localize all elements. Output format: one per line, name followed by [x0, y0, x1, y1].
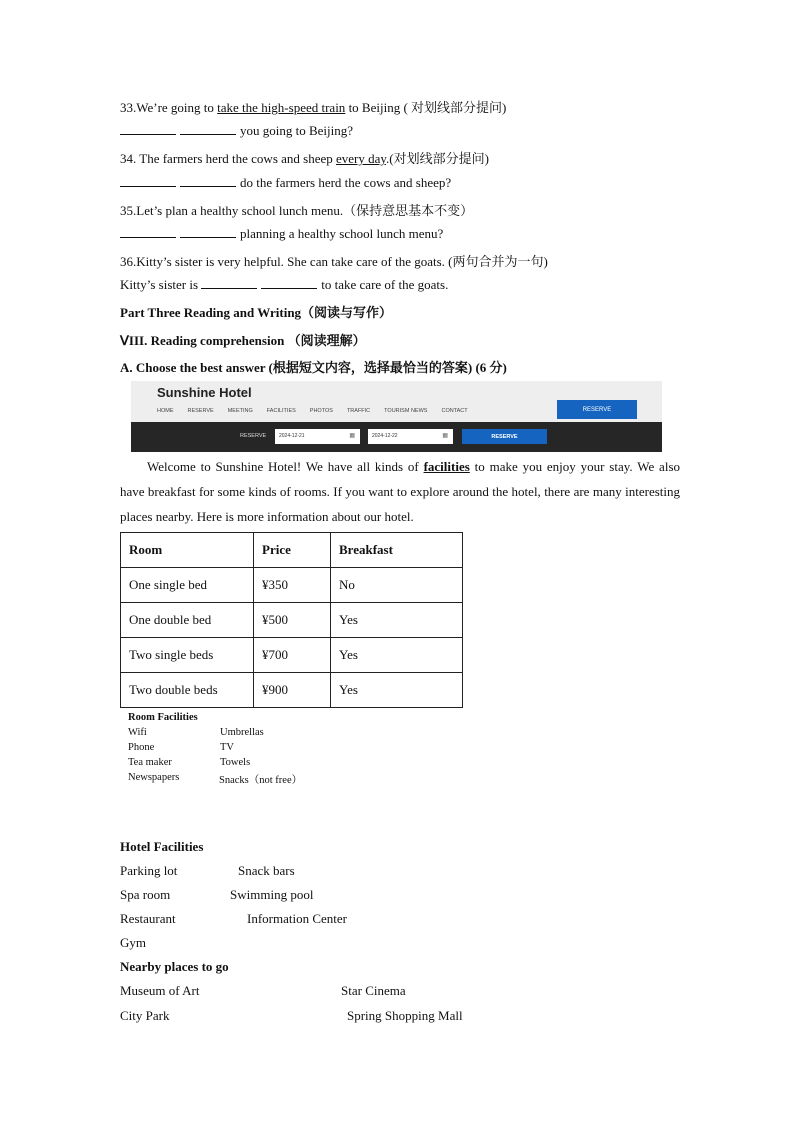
nearby-places-title: Nearby places to go: [120, 959, 229, 974]
breakfast-cell: Yes: [331, 603, 463, 638]
column-header: Breakfast: [331, 533, 463, 568]
answer-35-text: planning a healthy school lunch menu?: [240, 226, 444, 241]
q34-underlined: every day: [336, 151, 387, 166]
calendar-icon: ▦: [349, 433, 355, 439]
room-price-table: [120, 532, 463, 708]
column-header: Room: [121, 533, 254, 568]
paragraph-keyword: facilities: [423, 459, 470, 474]
nav-item-photos[interactable]: PHOTOS: [309, 408, 333, 414]
answer-33: [120, 123, 353, 139]
answer-blank[interactable]: [180, 176, 236, 187]
answer-33-text: you going to Beijing?: [240, 123, 354, 138]
table-header-row: [121, 533, 463, 568]
hotel-facility-item: Parking lot: [120, 863, 178, 878]
room-facility-item: Tea maker: [128, 757, 172, 768]
room-facility-item: Wifi: [128, 727, 147, 738]
hotel-facility-item: Restaurant: [120, 911, 176, 926]
answer-36-pre: Kitty’s sister is: [120, 277, 199, 292]
q34-text: 34. The farmers herd the cows and sheep: [120, 151, 336, 166]
banner-nav: [157, 408, 468, 414]
room-facility-item: Umbrellas: [220, 727, 264, 738]
checkout-date-value: 2024-12-22: [372, 433, 398, 439]
answer-blank[interactable]: [120, 227, 176, 238]
room-facility-item: Towels: [220, 757, 251, 768]
room-facility-item: Snacks（not free）: [219, 775, 303, 786]
banner-header: [131, 381, 662, 422]
nav-item-reserve[interactable]: RESERVE: [187, 408, 214, 414]
room-facility-item: TV: [220, 742, 234, 753]
room-facilities-title: Room Facilities: [128, 712, 198, 723]
table-row: [121, 638, 463, 673]
q33-text: 33.We’re going to: [120, 100, 218, 115]
answer-blank[interactable]: [120, 176, 176, 187]
intro-paragraph: [120, 454, 680, 529]
table-row: [121, 603, 463, 638]
answer-36: [120, 277, 448, 293]
price-cell: ¥350: [254, 568, 331, 603]
q34-instruction: .(对划线部分提问): [386, 151, 489, 166]
reserve-button[interactable]: RESERVE: [462, 429, 547, 444]
table-row: [121, 568, 463, 603]
paragraph-text: Welcome to Sunshine Hotel! We have all kinds of: [147, 459, 424, 474]
table-row: [121, 673, 463, 708]
nearby-place-item: Spring Shopping Mall: [347, 1008, 463, 1023]
paragraph-text-rest: to make you enjoy your stay. We also have breakfast for some kinds of rooms. If you want to explore around the hotel, there are many interesting places nearby. Here is more information about our hotel.: [120, 459, 680, 524]
room-cell: One single bed: [121, 568, 254, 603]
hotel-facilities-title: Hotel Facilities: [120, 839, 204, 854]
reserve-label: RESERVE: [240, 433, 267, 439]
hotel-logo: Sunshine Hotel: [157, 385, 252, 400]
nav-item-meeting[interactable]: MEETING: [227, 408, 253, 414]
hotel-facility-item: Gym: [120, 935, 146, 950]
q33-instruction: to Beijing ( 对划线部分提问): [345, 100, 507, 115]
question-34: [120, 148, 489, 167]
price-cell: ¥900: [254, 673, 331, 708]
nearby-place-item: Museum of Art: [120, 983, 200, 998]
breakfast-cell: No: [331, 568, 463, 603]
breakfast-cell: Yes: [331, 673, 463, 708]
answer-blank[interactable]: [180, 124, 236, 135]
booking-bar: [131, 422, 662, 452]
nearby-place-item: City Park: [120, 1008, 170, 1023]
nav-item-tourism-news[interactable]: TOURISM NEWS: [384, 408, 428, 414]
breakfast-cell: Yes: [331, 638, 463, 673]
answer-34-text: do the farmers herd the cows and sheep?: [240, 175, 452, 190]
room-cell: Two double beds: [121, 673, 254, 708]
hotel-facility-item: Swimming pool: [230, 887, 314, 902]
checkin-date-value: 2024-12-21: [279, 433, 305, 439]
nav-item-home[interactable]: HOME: [157, 408, 174, 414]
answer-blank[interactable]: [201, 278, 257, 289]
column-header: Price: [254, 533, 331, 568]
hotel-facility-item: Spa room: [120, 887, 171, 902]
calendar-icon: ▦: [442, 433, 448, 439]
part-three-heading: Part Three Reading and Writing（阅读与写作）: [120, 305, 393, 320]
section-a-heading: A. Choose the best answer (根据短文内容，选择最恰当的答案) (6 分): [120, 360, 507, 375]
price-cell: ¥500: [254, 603, 331, 638]
q33-underlined: take the high-speed train: [217, 100, 346, 115]
reserve-button-top[interactable]: RESERVE: [557, 400, 637, 419]
price-cell: ¥700: [254, 638, 331, 673]
room-facility-item: Newspapers: [128, 772, 180, 783]
nav-item-facilities[interactable]: FACILITIES: [266, 408, 296, 414]
answer-blank[interactable]: [180, 227, 236, 238]
section-heading: ⅤIII. Reading comprehension （阅读理解）: [120, 333, 366, 348]
answer-36-text: to take care of the goats.: [321, 277, 449, 292]
answer-blank[interactable]: [120, 124, 176, 135]
room-cell: Two single beds: [121, 638, 254, 673]
nav-item-traffic[interactable]: TRAFFIC: [346, 408, 371, 414]
hotel-banner: [131, 381, 662, 452]
room-facility-item: Phone: [128, 742, 155, 753]
answer-35: [120, 226, 443, 242]
hotel-facility-item: Snack bars: [238, 863, 295, 878]
room-cell: One double bed: [121, 603, 254, 638]
question-36: 36.Kitty’s sister is very helpful. She can take care of the goats. (两句合并为一句): [120, 254, 548, 269]
checkout-date-field[interactable]: [368, 429, 453, 444]
question-35: 35.Let’s plan a healthy school lunch menu.（保持意思基本不变）: [120, 203, 474, 218]
answer-blank[interactable]: [261, 278, 317, 289]
checkin-date-field[interactable]: [275, 429, 360, 444]
hotel-facility-item: Information Center: [247, 911, 347, 926]
question-33: [120, 97, 506, 116]
nearby-place-item: Star Cinema: [341, 983, 406, 998]
nav-item-contact[interactable]: CONTACT: [441, 408, 468, 414]
answer-34: [120, 175, 451, 191]
